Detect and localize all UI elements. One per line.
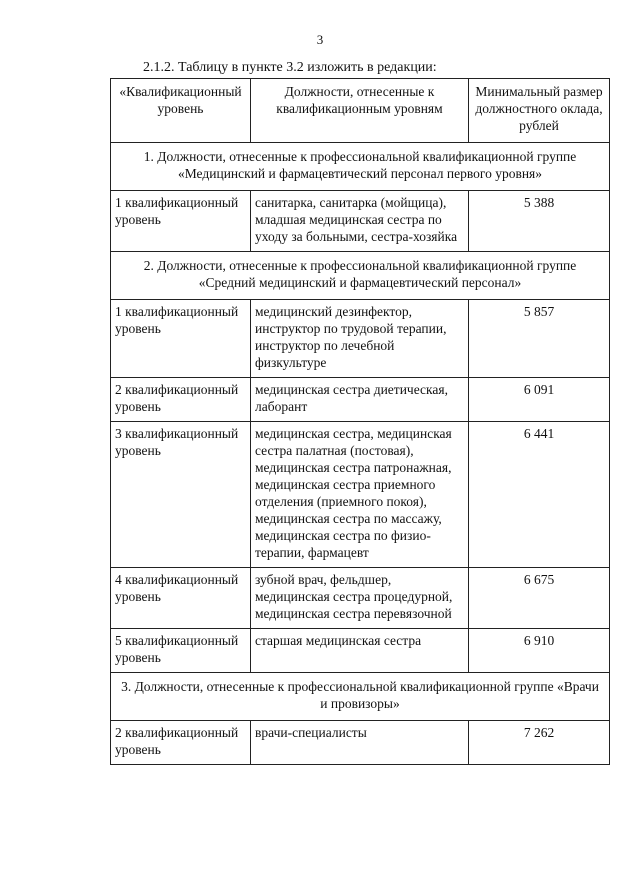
- header-positions: Должности, отнесенные к квалификационным уровням: [251, 79, 469, 143]
- salary-cell: 5 388: [469, 191, 610, 252]
- table-row: [111, 568, 610, 629]
- level-cell: 2 квалификационный уровень: [111, 721, 251, 765]
- level-cell: 1 квалификационный уровень: [111, 191, 251, 252]
- positions-cell: медицинский дезинфектор, инструктор по трудовой терапии, инструктор по лечебной физкультуре: [251, 300, 469, 378]
- level-cell: 2 квалификационный уровень: [111, 378, 251, 422]
- salary-cell: 6 441: [469, 422, 610, 568]
- group-title: 3. Должности, отнесенные к профессиональной квалификационной группе «Врачи и провизоры»: [111, 673, 610, 721]
- positions-cell: санитарка, санитарка (мойщица), младшая медицинская сестра по уходу за больными, сестра-хозяйка: [251, 191, 469, 252]
- table-row: [111, 422, 610, 568]
- header-level: «Квалификационный уровень: [111, 79, 251, 143]
- positions-cell: медицинская сестра диетическая, лаборант: [251, 378, 469, 422]
- table-row: [111, 191, 610, 252]
- salary-cell: 6 091: [469, 378, 610, 422]
- level-cell: 1 квалификационный уровень: [111, 300, 251, 378]
- level-cell: 5 квалификационный уровень: [111, 629, 251, 673]
- page-number: 3: [316, 32, 324, 47]
- positions-cell: медицинская сестра, медицинская сестра палатная (постовая), медицинская сестра патронажная, медицинская сестра приемного отделения (приемного покоя), медицинская сестра по массажу, медицинская сестра по физио-терапии, фармацевт: [251, 422, 469, 568]
- table-row: [111, 629, 610, 673]
- group-title: 1. Должности, отнесенные к профессиональной квалификационной группе «Медицинский и фармацевтический персонал первого уровня»: [111, 143, 610, 191]
- salary-cell: 6 675: [469, 568, 610, 629]
- group-row: [111, 252, 610, 300]
- table-header-row: [111, 79, 610, 143]
- group-title: 2. Должности, отнесенные к профессиональной квалификационной группе «Средний медицинский и фармацевтический персонал»: [111, 252, 610, 300]
- positions-cell: зубной врач, фельдшер, медицинская сестра процедурной, медицинская сестра перевязочной: [251, 568, 469, 629]
- table-row: [111, 300, 610, 378]
- level-cell: 4 квалификационный уровень: [111, 568, 251, 629]
- table-row: [111, 721, 610, 765]
- salary-cell: 7 262: [469, 721, 610, 765]
- group-row: [111, 673, 610, 721]
- positions-cell: врачи-специалисты: [251, 721, 469, 765]
- positions-cell: старшая медицинская сестра: [251, 629, 469, 673]
- group-row: [111, 143, 610, 191]
- intro-text: 2.1.2. Таблицу в пункте 3.2 изложить в редакции:: [143, 60, 437, 75]
- salary-table: [110, 78, 610, 765]
- salary-cell: 6 910: [469, 629, 610, 673]
- level-cell: 3 квалификационный уровень: [111, 422, 251, 568]
- table-row: [111, 378, 610, 422]
- header-salary: Минимальный размер должностного оклада, рублей: [469, 79, 610, 143]
- salary-cell: 5 857: [469, 300, 610, 378]
